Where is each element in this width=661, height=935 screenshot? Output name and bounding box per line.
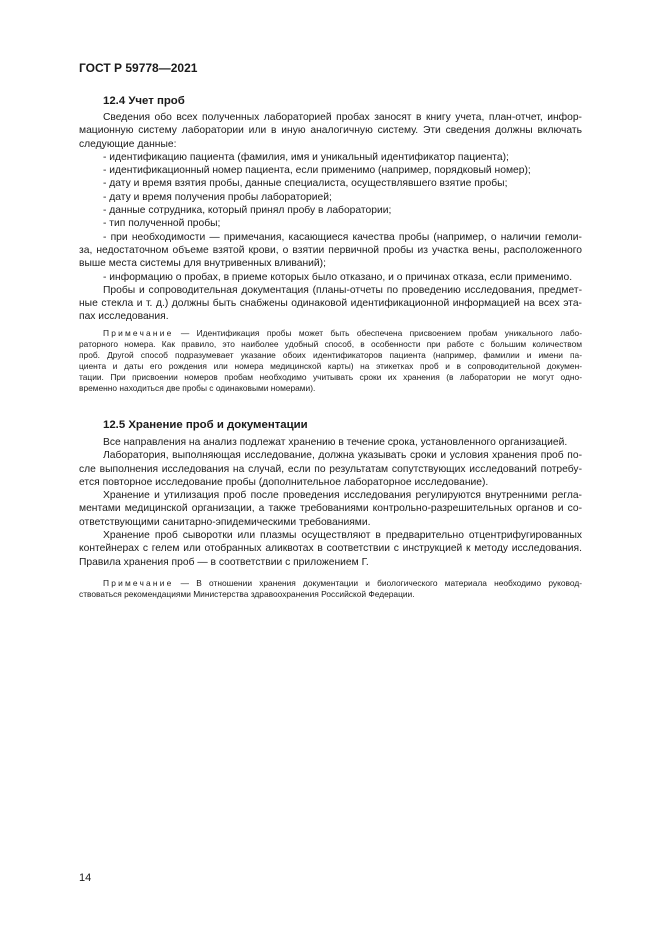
paragraph-line: Сведения обо всех полученных лабораторией пробах заносят в книгу учета, план-отчет, инфор- [103, 112, 582, 123]
paragraph-line: ные стекла и т. д.) должны быть снабжены одинаковой идентификационной информацией на всех эта- [79, 298, 582, 310]
note-line: проб. Другой способ подразумевает указание обоих идентификаторов пациента (например, фамилии и имени па- [79, 350, 582, 361]
paragraph-line: ется повторное исследование пробы (дополнительное лабораторное исследование). [79, 476, 489, 488]
paragraph-line: Пробы и сопроводительная документация (планы-отчеты по проведению исследования, предмет- [103, 284, 582, 296]
list-item: - дату и время взятия пробы, данные специалиста, осуществлявшего взятие пробы; [103, 178, 508, 190]
section-12-5-body [79, 436, 582, 569]
note-label: Примечание [103, 578, 174, 588]
list-item-continuation: за, недостаточном объеме взятой крови, о взятии первичной пробы из участка вены, расположенного [79, 244, 582, 256]
note-line: ствоваться рекомендациями Министерства здравоохранения Российской Федерации. [79, 589, 415, 600]
section-12-4-title: 12.4 Учет проб [103, 95, 185, 107]
note-label: Примечание [103, 328, 174, 338]
note-line [79, 328, 582, 339]
list-item: - тип полученной пробы; [103, 218, 221, 230]
paragraph-line: пах исследования. [79, 311, 169, 323]
paragraph-line: контейнерах с гелем или отобранных аликвотах в соответствии с инструкцией к методу исследования. [79, 543, 582, 555]
list-item-continuation: выше места системы для внутривенных вливаний); [79, 258, 326, 270]
standard-header: ГОСТ Р 59778—2021 [79, 61, 198, 75]
section-12-5-note [79, 578, 582, 600]
list-item: - при необходимости — примечания, касающиеся качества пробы (например, о наличии гемоли- [103, 231, 582, 243]
paragraph-line: мационную систему лаборатории или в иную аналогичную систему. Эти сведения должны включать [79, 125, 582, 137]
paragraph-line: ответствующими санитарно-эпидемическими требованиями. [79, 516, 371, 528]
list-item: - идентификацию пациента (фамилия, имя и уникальный идентификатор пациента); [103, 151, 509, 163]
list-item: - дату и время получения пробы лабораторией; [103, 191, 332, 203]
note-text: — В отношении хранения документации и биологического материала необходимо руковод- [173, 578, 582, 588]
section-12-5-title: 12.5 Хранение проб и документации [103, 419, 308, 431]
paragraph-line: сле выполнения исследования на случай, если по результатам сопутствующих исследований потребу- [79, 463, 582, 475]
note-line: циента и даты его рождения или номера медицинской карты) на этикетках проб и в сопроводительной докумен- [79, 361, 582, 372]
note-line: временно находиться две пробы с одинаковыми номерами). [79, 383, 316, 394]
paragraph-line: ментами медицинской организации, а также требованиями контрольно-разрешительных органов и со- [79, 503, 582, 515]
paragraph-line: Лаборатория, выполняющая исследование, должна указывать сроки и условия хранения проб по- [103, 450, 582, 462]
paragraph-line: следующие данные: [79, 138, 177, 150]
paragraph-line: Хранение проб сыворотки или плазмы осуществляют в предварительно отцентрифугированных [103, 530, 582, 542]
paragraph-line: Хранение и утилизация проб после проведения исследования регулируются внутренними регла- [103, 490, 582, 502]
page-number: 14 [79, 872, 92, 884]
paragraph-line: Все направления на анализ подлежат хранению в течение срока, установленного организацией. [103, 437, 568, 448]
list-item: - данные сотрудника, который принял пробу в лаборатории; [103, 205, 392, 217]
section-12-4-note [79, 328, 582, 395]
list-item: - идентификационный номер пациента, если применимо (например, порядковый номер); [103, 165, 531, 177]
note-line: тации. При присвоении номеров пробам необходимо учитывать сроки их хранения (в лаборатории не могут одно- [79, 372, 582, 383]
note-text: — Идентификация пробы может быть обеспечена присвоением пробам уникального лабо- [173, 328, 582, 338]
note-line: раторного номера. Как правило, это наиболее удобный способ, в особенности при работе с большим количеством [79, 339, 582, 350]
list-item: - информацию о пробах, в приеме которых было отказано, и о причинах отказа, если применимо. [103, 271, 573, 283]
section-12-4-body [79, 111, 582, 324]
paragraph-line: Правила хранения проб — в соответствии с приложением Г. [79, 556, 369, 568]
note-line [79, 578, 582, 589]
